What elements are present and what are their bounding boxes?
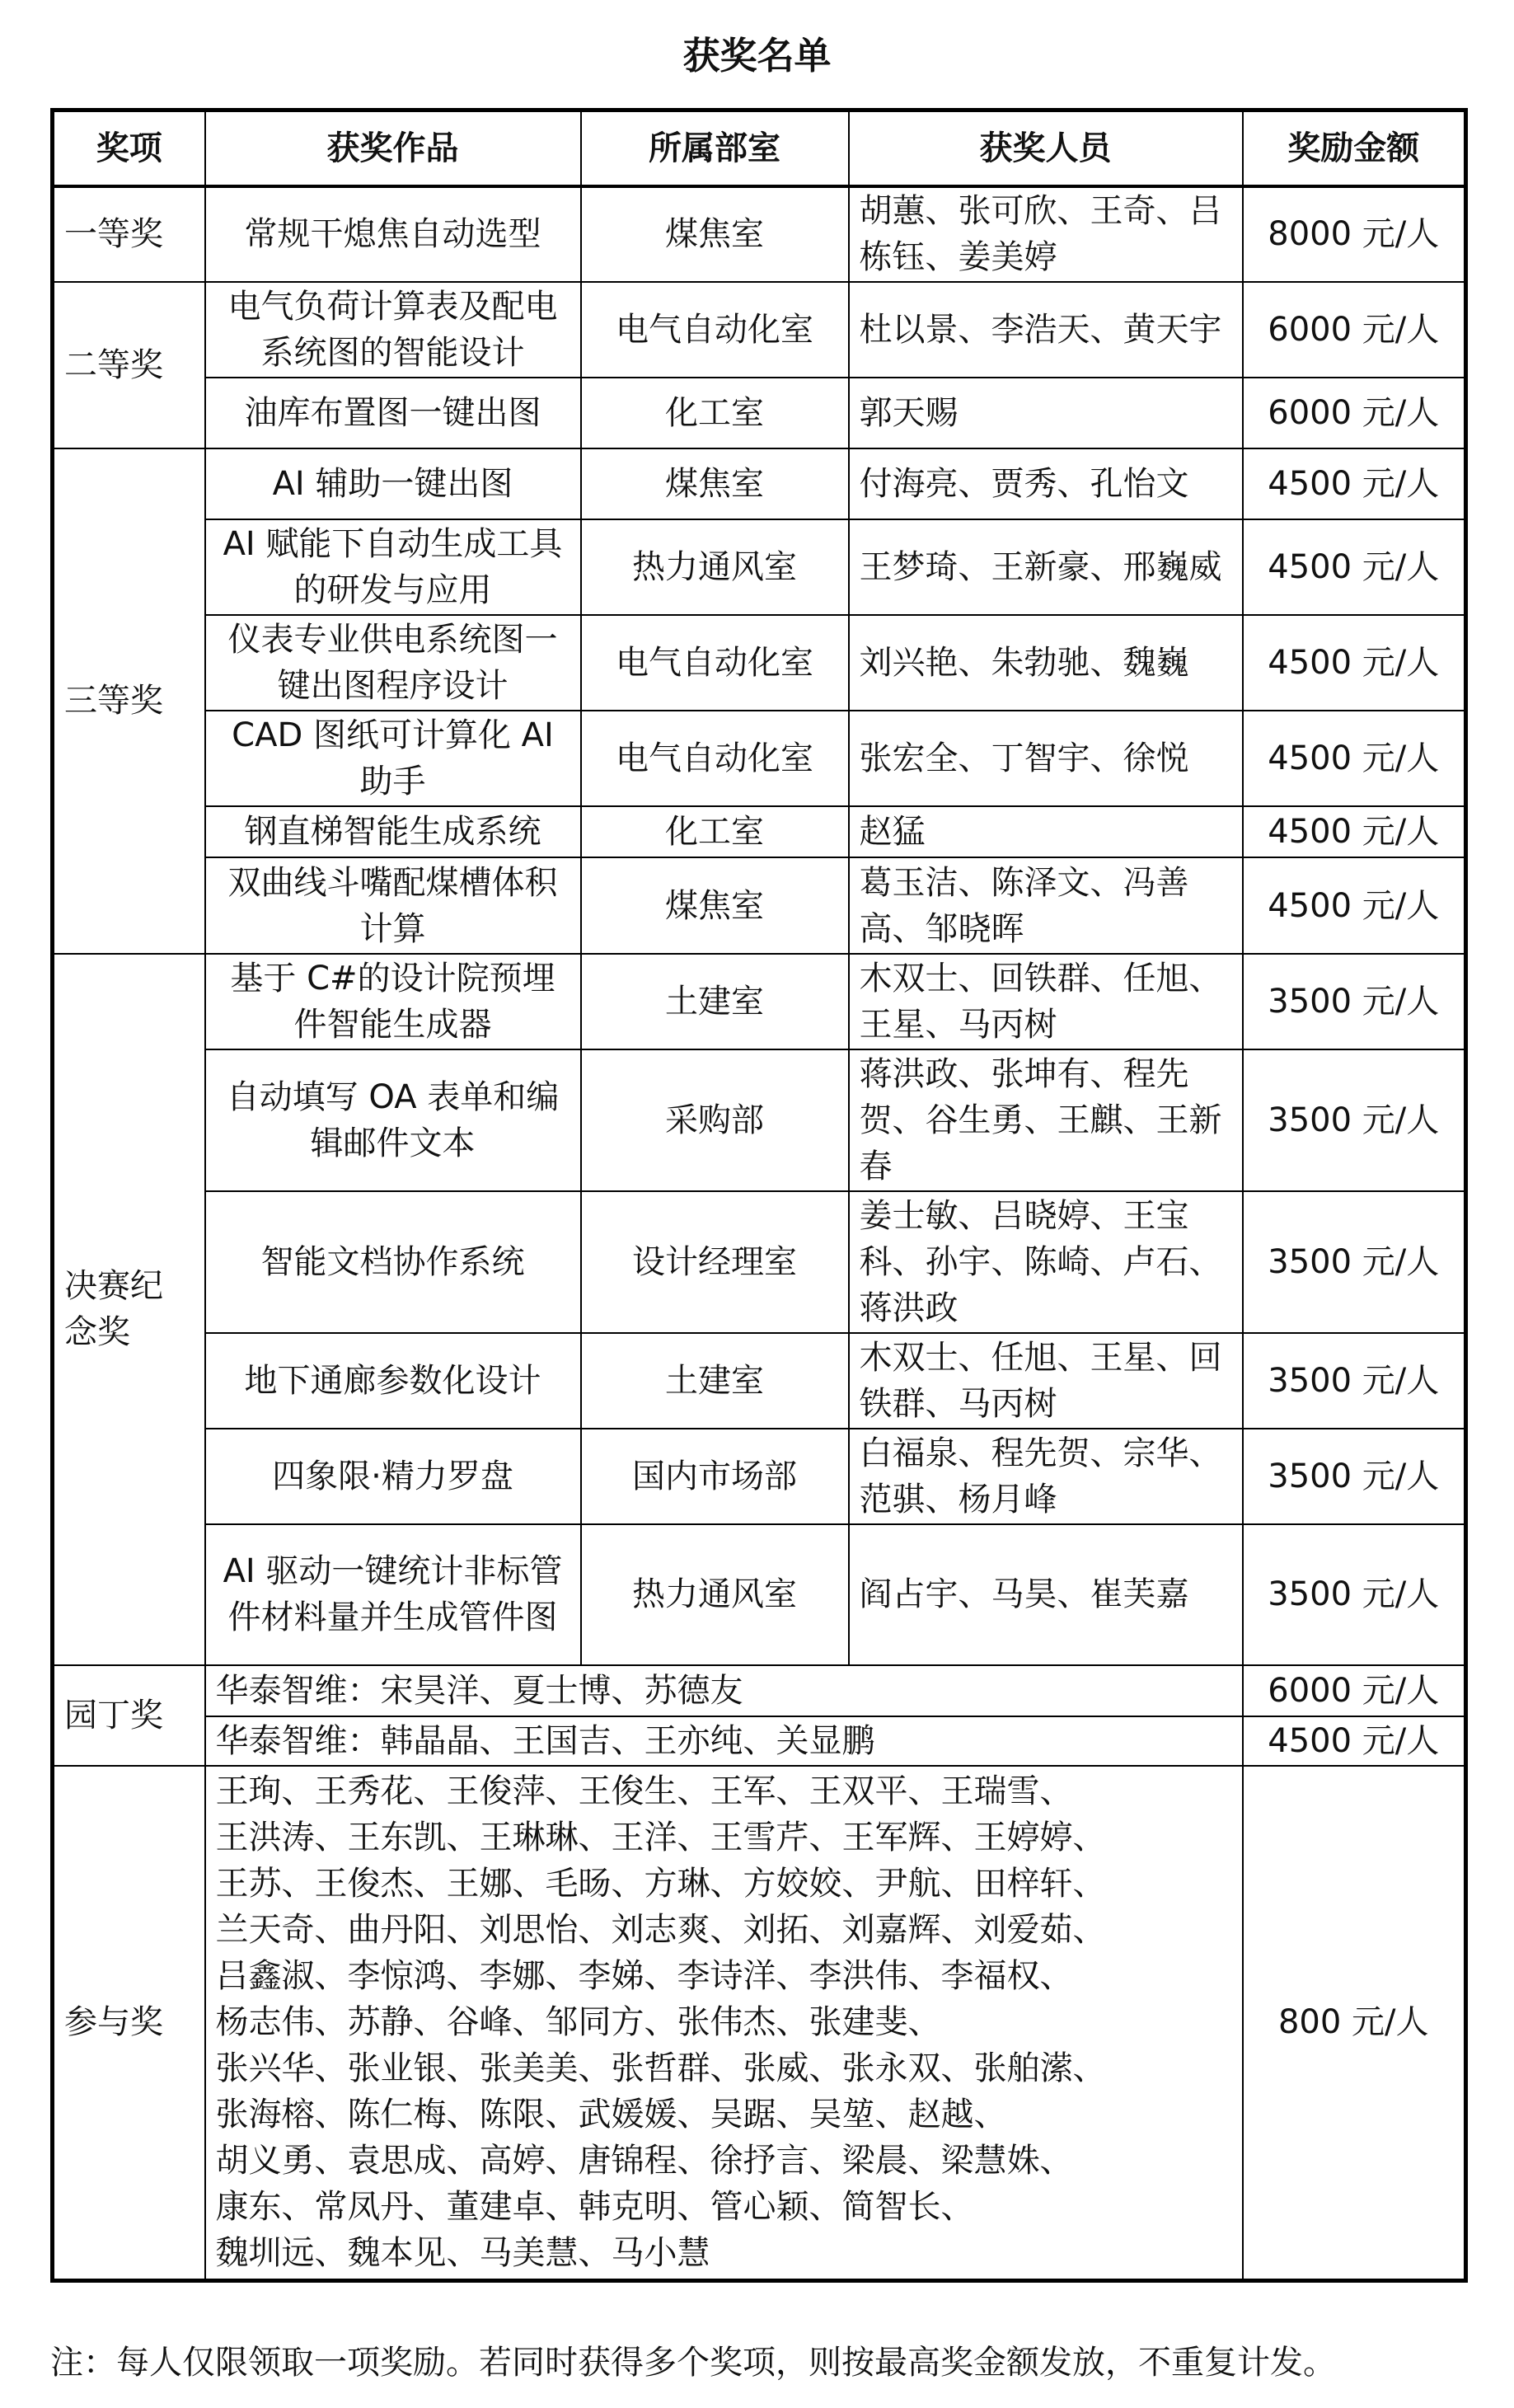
awards-table bbox=[50, 108, 1468, 2283]
award-amount: 3500 元/人 bbox=[1243, 1429, 1466, 1524]
work-title: 油库布置图一键出图 bbox=[205, 378, 581, 448]
award-amount: 6000 元/人 bbox=[1243, 282, 1466, 378]
award-amount: 8000 元/人 bbox=[1243, 186, 1466, 282]
award-amount: 3500 元/人 bbox=[1243, 1524, 1466, 1664]
department: 电气自动化室 bbox=[581, 711, 849, 806]
work-title: AI 驱动一键统计非标管件材料量并生成管件图 bbox=[205, 1524, 581, 1664]
winners: 付海亮、贾秀、孔怡文 bbox=[849, 448, 1243, 519]
work-title: 仪表专业供电系统图一键出图程序设计 bbox=[205, 615, 581, 711]
table-row bbox=[53, 186, 1466, 282]
winners: 胡蕙、张可欣、王奇、吕栋钰、姜美婷 bbox=[849, 186, 1243, 282]
participant-line: 王洪涛、王东凯、王琳琳、王洋、王雪芹、王军辉、王婷婷、 bbox=[215, 1819, 1106, 1857]
award-level-finals: 决赛纪念奖 bbox=[53, 954, 205, 1665]
table-row bbox=[53, 1049, 1466, 1191]
award-amount: 4500 元/人 bbox=[1243, 857, 1466, 953]
award-amount: 4500 元/人 bbox=[1243, 711, 1466, 806]
award-level-gardener: 园丁奖 bbox=[53, 1665, 205, 1766]
winners: 王梦琦、王新豪、邢巍威 bbox=[849, 519, 1243, 615]
participant-line: 王苏、王俊杰、王娜、毛旸、方琳、方姣姣、尹航、田梓轩、 bbox=[215, 1865, 1106, 1903]
participant-line: 康东、常凤丹、董建卓、韩克明、管心颖、简智长、 bbox=[215, 2188, 974, 2227]
table-row bbox=[53, 1766, 1466, 2281]
participant-line: 张海榕、陈仁梅、陈限、武媛媛、吴踞、吴堃、赵越、 bbox=[215, 2096, 1007, 2134]
table-row bbox=[53, 519, 1466, 615]
award-amount: 6000 元/人 bbox=[1243, 378, 1466, 448]
winners: 木双士、任旭、王星、回铁群、马丙树 bbox=[849, 1333, 1243, 1429]
participant-line: 王珣、王秀花、王俊萍、王俊生、王军、王双平、王瑞雪、 bbox=[215, 1772, 1073, 1811]
department: 采购部 bbox=[581, 1049, 849, 1191]
award-amount: 4500 元/人 bbox=[1243, 519, 1466, 615]
table-row bbox=[53, 711, 1466, 806]
winners: 刘兴艳、朱勃驰、魏巍 bbox=[849, 615, 1243, 711]
header-level: 奖项 bbox=[53, 110, 205, 186]
participant-line: 胡义勇、袁思成、高婷、唐锦程、徐抒言、梁晨、梁慧姝、 bbox=[215, 2142, 1073, 2180]
table-row bbox=[53, 448, 1466, 519]
work-title: 钢直梯智能生成系统 bbox=[205, 806, 581, 857]
table-row bbox=[53, 1429, 1466, 1524]
table-row bbox=[53, 282, 1466, 378]
work-title: 双曲线斗嘴配煤槽体积计算 bbox=[205, 857, 581, 953]
award-amount: 800 元/人 bbox=[1243, 1766, 1466, 2281]
award-level-third: 三等奖 bbox=[53, 448, 205, 954]
participant-line: 吕鑫淑、李惊鸿、李娜、李娣、李诗洋、李洪伟、李福权、 bbox=[215, 1957, 1073, 1996]
header-work: 获奖作品 bbox=[205, 110, 581, 186]
department: 煤焦室 bbox=[581, 186, 849, 282]
table-row bbox=[53, 1716, 1466, 1766]
table-row bbox=[53, 806, 1466, 857]
table-row bbox=[53, 378, 1466, 448]
gardener-recipients: 华泰智维：宋昊洋、夏士博、苏德友 bbox=[205, 1665, 1243, 1716]
department: 热力通风室 bbox=[581, 519, 849, 615]
department: 设计经理室 bbox=[581, 1191, 849, 1333]
award-amount: 4500 元/人 bbox=[1243, 806, 1466, 857]
table-row bbox=[53, 857, 1466, 953]
header-dept: 所属部室 bbox=[581, 110, 849, 186]
participant-line: 杨志伟、苏静、谷峰、邹同方、张伟杰、张建斐、 bbox=[215, 2003, 941, 2042]
winners: 赵猛 bbox=[849, 806, 1243, 857]
department: 土建室 bbox=[581, 1333, 849, 1429]
winners: 蒋洪政、张坤有、程先贺、谷生勇、王麒、王新春 bbox=[849, 1049, 1243, 1191]
department: 土建室 bbox=[581, 954, 849, 1049]
winners: 白福泉、程先贺、宗华、范骐、杨月峰 bbox=[849, 1429, 1243, 1524]
award-amount: 4500 元/人 bbox=[1243, 1716, 1466, 1766]
work-title: 电气负荷计算表及配电系统图的智能设计 bbox=[205, 282, 581, 378]
table-row bbox=[53, 1524, 1466, 1664]
footnote: 注：每人仅限领取一项奖励。若同时获得多个奖项，则按最高奖金额发放，不重复计发。 bbox=[50, 2344, 1336, 2382]
award-amount: 3500 元/人 bbox=[1243, 954, 1466, 1049]
work-title: 智能文档协作系统 bbox=[205, 1191, 581, 1333]
table-row bbox=[53, 615, 1466, 711]
header-amount: 奖励金额 bbox=[1243, 110, 1466, 186]
winners: 阎占宇、马昊、崔芙嘉 bbox=[849, 1524, 1243, 1664]
department: 化工室 bbox=[581, 806, 849, 857]
winners: 姜士敏、吕晓婷、王宝科、孙宇、陈崎、卢石、蒋洪政 bbox=[849, 1191, 1243, 1333]
department: 电气自动化室 bbox=[581, 615, 849, 711]
participant-line: 魏圳远、魏本见、马美慧、马小慧 bbox=[215, 2234, 710, 2273]
award-amount: 4500 元/人 bbox=[1243, 615, 1466, 711]
award-amount: 3500 元/人 bbox=[1243, 1049, 1466, 1191]
winners: 杜以景、李浩天、黄天宇 bbox=[849, 282, 1243, 378]
table-row bbox=[53, 954, 1466, 1049]
award-amount: 3500 元/人 bbox=[1243, 1191, 1466, 1333]
table-row bbox=[53, 1665, 1466, 1716]
table-row bbox=[53, 1333, 1466, 1429]
award-amount: 6000 元/人 bbox=[1243, 1665, 1466, 1716]
page-title: 获奖名单 bbox=[682, 34, 832, 77]
award-amount: 4500 元/人 bbox=[1243, 448, 1466, 519]
winners: 张宏全、丁智宇、徐悦 bbox=[849, 711, 1243, 806]
department: 煤焦室 bbox=[581, 857, 849, 953]
work-title: 自动填写 OA 表单和编辑邮件文本 bbox=[205, 1049, 581, 1191]
winners: 葛玉洁、陈泽文、冯善高、邹晓晖 bbox=[849, 857, 1243, 953]
department: 国内市场部 bbox=[581, 1429, 849, 1524]
participant-line: 兰天奇、曲丹阳、刘思怡、刘志爽、刘拓、刘嘉辉、刘爱茹、 bbox=[215, 1911, 1106, 1950]
work-title: AI 辅助一键出图 bbox=[205, 448, 581, 519]
header-people: 获奖人员 bbox=[849, 110, 1243, 186]
award-level-second: 二等奖 bbox=[53, 282, 205, 448]
award-level-participation: 参与奖 bbox=[53, 1766, 205, 2281]
header-row bbox=[53, 110, 1466, 186]
winners: 木双士、回铁群、任旭、王星、马丙树 bbox=[849, 954, 1243, 1049]
work-title: 四象限·精力罗盘 bbox=[205, 1429, 581, 1524]
work-title: 基于 C#的设计院预埋件智能生成器 bbox=[205, 954, 581, 1049]
department: 煤焦室 bbox=[581, 448, 849, 519]
work-title: CAD 图纸可计算化 AI 助手 bbox=[205, 711, 581, 806]
work-title: 常规干熄焦自动选型 bbox=[205, 186, 581, 282]
department: 电气自动化室 bbox=[581, 282, 849, 378]
award-level-first: 一等奖 bbox=[53, 186, 205, 282]
table-row bbox=[53, 1191, 1466, 1333]
participant-line: 张兴华、张业银、张美美、张哲群、张威、张永双、张舶潆、 bbox=[215, 2049, 1106, 2088]
department: 热力通风室 bbox=[581, 1524, 849, 1664]
gardener-recipients: 华泰智维：韩晶晶、王国吉、王亦纯、关显鹏 bbox=[205, 1716, 1243, 1766]
award-amount: 3500 元/人 bbox=[1243, 1333, 1466, 1429]
winners: 郭天赐 bbox=[849, 378, 1243, 448]
department: 化工室 bbox=[581, 378, 849, 448]
participant-list bbox=[205, 1766, 1243, 2281]
work-title: AI 赋能下自动生成工具的研发与应用 bbox=[205, 519, 581, 615]
work-title: 地下通廊参数化设计 bbox=[205, 1333, 581, 1429]
